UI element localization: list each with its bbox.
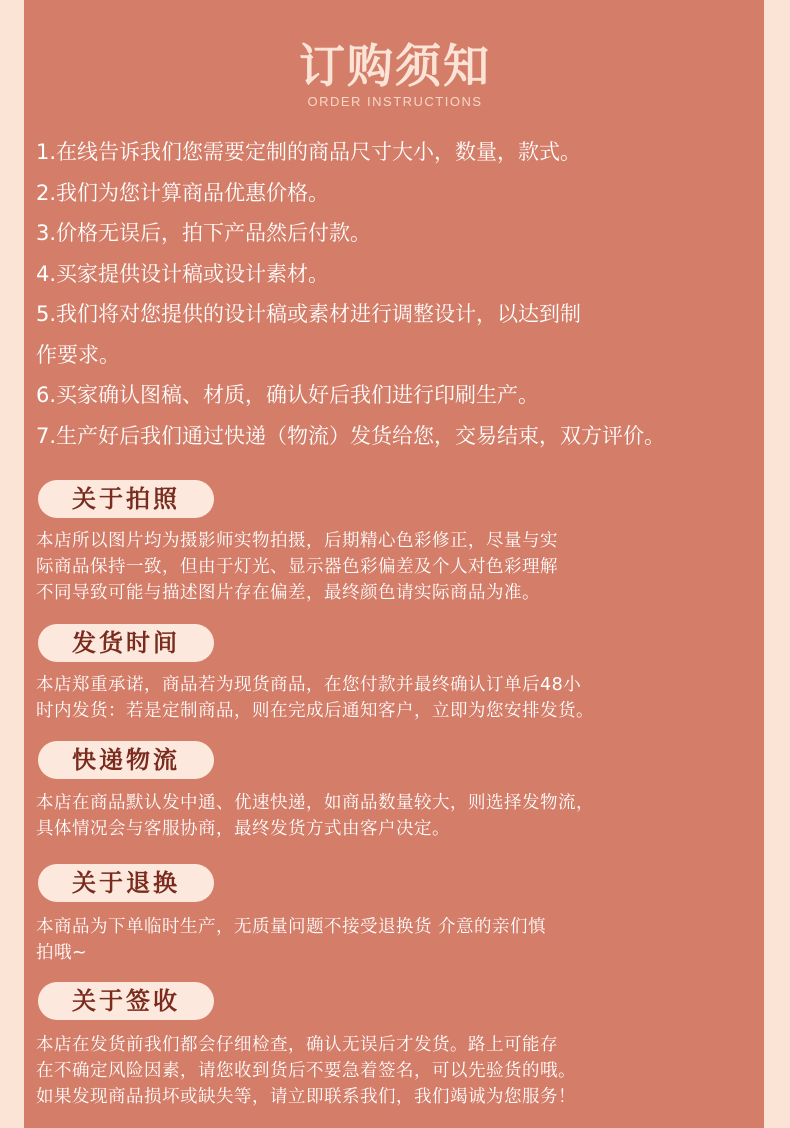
order-step: 3.价格无误后，拍下产品然后付款。 — [36, 221, 372, 245]
section-text-returns — [36, 914, 756, 966]
text-line: 本店在发货前我们都会仔细检查，确认无误后才发货。路上可能存 — [36, 1035, 558, 1055]
order-step: 6.买家确认图稿、材质，确认好后我们进行印刷生产。 — [36, 383, 540, 407]
text-line: 本店郑重承诺，商品若为现货商品，在您付款并最终确认订单后48小 — [36, 675, 582, 695]
text-line: 际商品保持一致，但由于灯光、显示器色彩偏差及个人对色彩理解 — [36, 557, 558, 577]
page-subtitle: ORDER INSTRUCTIONS — [307, 94, 483, 109]
section-heading-returns: 关于退换 — [38, 864, 214, 902]
text-line: 本店所以图片均为摄影师实物拍摄，后期精心色彩修正，尽量与实 — [36, 531, 558, 551]
order-step: 作要求。 — [36, 342, 120, 367]
section-text-courier — [36, 790, 756, 842]
text-line: 本店在商品默认发中通、优速快递，如商品数量较大，则选择发物流， — [36, 793, 594, 813]
section-text-photos — [36, 528, 756, 606]
text-line: 如果发现商品损坏或缺失等，请立即联系我们，我们竭诚为您服务！ — [36, 1087, 576, 1107]
text-line: 时内发货：若是定制商品，则在完成后通知客户，立即为您安排发货。 — [36, 701, 594, 721]
order-step: 7.生产好后我们通过快递（物流）发货给您，交易结束，双方评价。 — [36, 423, 666, 448]
section-text-receipt — [36, 1032, 756, 1110]
text-line: 具体情况会与客服协商，最终发货方式由客户决定。 — [36, 819, 450, 839]
section-heading-courier: 快递物流 — [38, 741, 214, 779]
text-line: 拍哦~ — [36, 943, 88, 963]
order-step: 5.我们将对您提供的设计稿或素材进行调整设计，以达到制 — [36, 302, 582, 326]
section-heading-receipt: 关于签收 — [38, 982, 214, 1020]
text-line: 不同导致可能与描述图片存在偏差，最终颜色请实际商品为准。 — [36, 583, 540, 603]
section-text-shipping-time — [36, 672, 756, 724]
order-step: 4.买家提供设计稿或设计素材。 — [36, 261, 330, 286]
section-heading-shipping-time: 发货时间 — [38, 624, 214, 662]
order-steps-list — [36, 132, 776, 456]
section-heading-photos: 关于拍照 — [38, 480, 214, 518]
order-step: 2.我们为您计算商品优惠价格。 — [36, 180, 330, 205]
page-title: 订购须知 — [299, 39, 491, 93]
order-step: 1.在线告诉我们您需要定制的商品尺寸大小，数量，款式。 — [36, 140, 582, 164]
text-line: 在不确定风险因素，请您收到货后不要急着签名，可以先验货的哦。 — [36, 1061, 576, 1081]
text-line: 本商品为下单临时生产，无质量问题不接受退换货 介意的亲们慎 — [36, 917, 547, 937]
